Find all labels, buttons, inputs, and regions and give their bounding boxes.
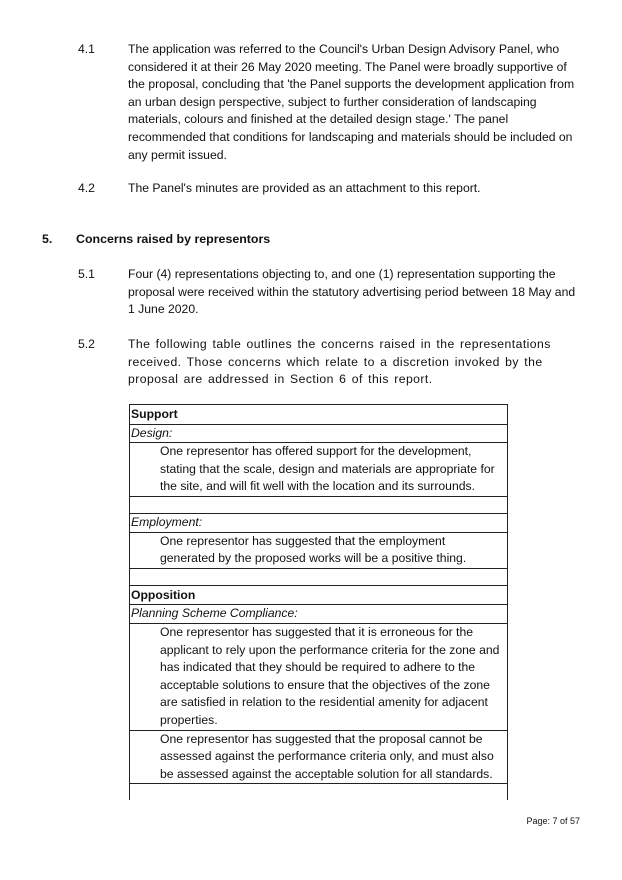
table-row <box>130 585 508 605</box>
paragraph-text: The following table outlines the concerns raised in the representations received. Those concerns which relate to a discretion invoked by the proposal are addressed in Section 6 of this report. <box>128 337 551 387</box>
paragraph-4-2 <box>78 180 578 198</box>
opposition-heading: Opposition <box>130 585 508 605</box>
section-number: 5. <box>42 232 53 246</box>
table-row <box>130 513 508 532</box>
planning-item: One representor has suggested that the proposal cannot be assessed against the performance criteria only, and must also be assessed against the acceptable solution for all standards. <box>130 730 508 784</box>
planning-item: One representor has suggested that it is erroneous for the applicant to rely upon the performance criteria for the zone and has indicated that they should be required to adhere to the acceptable solutions to ensure that the objectives of the zone are satisfied in relation to the residential amenity for adjacent properties. <box>130 623 508 730</box>
paragraph-number: 5.2 <box>78 337 95 351</box>
concerns-table <box>129 404 508 800</box>
section-heading <box>42 232 270 246</box>
paragraph-text: The application was referred to the Council's Urban Design Advisory Panel, who considered it at their 26 May 2020 meeting. The Panel were broadly supportive of the proposal, concluding that 'the Panel supports the development application from an urban design perspective, subject to further consideration of landscaping materials, colours and finished at the detailed design stage.' The panel recommended that conditions for landscaping and materials should be included on any permit issued. <box>128 42 575 162</box>
paragraph-number: 5.1 <box>78 267 95 281</box>
table-row <box>130 405 508 425</box>
table-row <box>130 568 508 585</box>
paragraph-text: Four (4) representations objecting to, and one (1) representation supporting the proposal were received within the statutory advertising period between 18 May and 1 June 2020. <box>128 267 576 317</box>
table-row <box>130 496 508 513</box>
employment-label: Employment: <box>130 513 508 532</box>
table-row <box>130 623 508 730</box>
planning-label: Planning Scheme Compliance: <box>130 605 508 624</box>
table-row <box>130 424 508 443</box>
table-row <box>130 443 508 497</box>
table-row <box>130 605 508 624</box>
paragraph-5-1 <box>78 266 578 319</box>
design-item: One representor has offered support for the development, stating that the scale, design and materials are appropriate for the site, and will fit well with the location and its surrounds. <box>130 443 508 497</box>
paragraph-number: 4.2 <box>78 181 95 195</box>
table-row <box>130 532 508 568</box>
blank-cell <box>130 496 508 513</box>
paragraph-4-1 <box>78 41 578 164</box>
blank-cell <box>130 784 508 801</box>
design-label: Design: <box>130 424 508 443</box>
paragraph-number: 4.1 <box>78 42 95 56</box>
page-number: Page: 7 of 57 <box>526 816 580 826</box>
table-row <box>130 784 508 801</box>
employment-item: One representor has suggested that the employment generated by the proposed works will be a positive thing. <box>130 532 508 568</box>
table-row <box>130 730 508 784</box>
blank-cell <box>130 568 508 585</box>
support-heading: Support <box>130 405 508 425</box>
paragraph-5-2 <box>78 336 578 389</box>
section-title: Concerns raised by representors <box>76 232 271 246</box>
paragraph-text: The Panel's minutes are provided as an attachment to this report. <box>128 181 481 195</box>
